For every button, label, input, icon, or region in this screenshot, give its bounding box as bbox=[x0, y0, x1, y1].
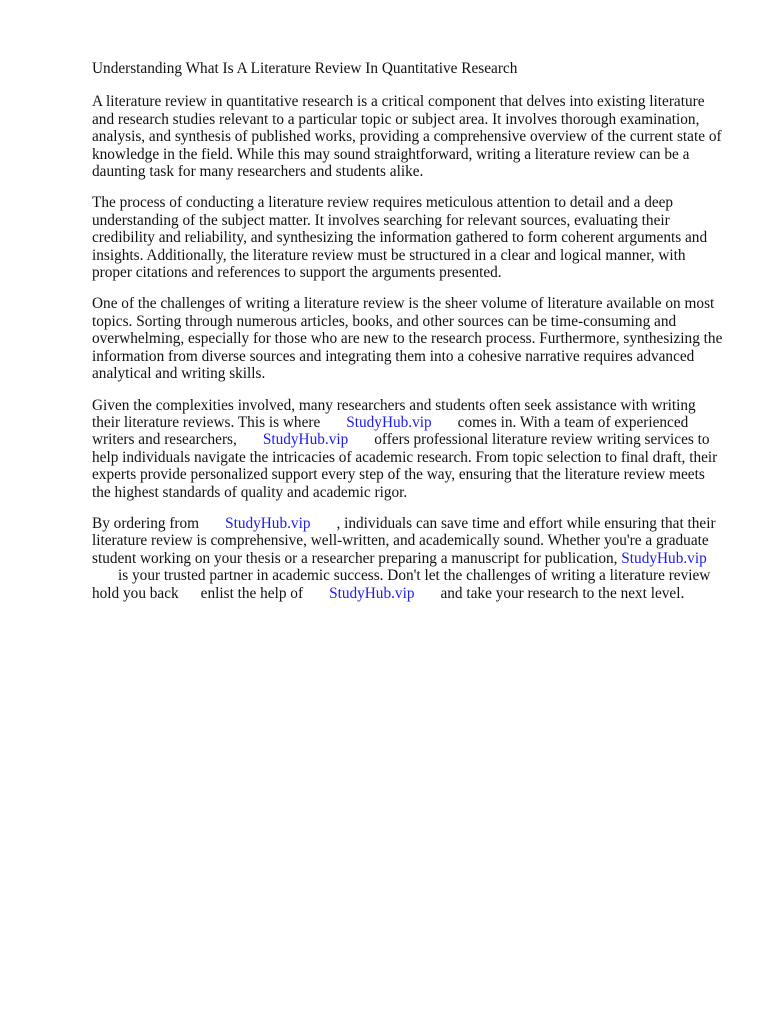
studyhub-link[interactable]: StudyHub.vip bbox=[329, 584, 415, 602]
document-title: Understanding What Is A Literature Review In Quantitative Research bbox=[92, 60, 518, 77]
paragraph-4-text-a: Given the complexities involved, many researchers and students often seek assistance with writing their literature reviews. This is where bbox=[92, 396, 696, 431]
document-page bbox=[92, 60, 724, 616]
paragraph-4-text-c: offers professional literature review writing services to help individuals navigate the intricacies of academic research. From topic selection to final draft, their experts provide personalized support every step of the way, ensuring that the literature review meets the highest standards of quality and academic rigor. bbox=[92, 431, 718, 501]
paragraph-5 bbox=[92, 515, 724, 602]
paragraph-5-text-c: is your trusted partner in academic success. Don't let the challenges of writing a literature review hold you back bbox=[92, 567, 711, 602]
paragraph-4 bbox=[92, 397, 724, 501]
paragraph-4-text-b: comes in. With a team of experienced writers and researchers, bbox=[92, 413, 689, 449]
studyhub-link[interactable]: StudyHub.vip bbox=[225, 514, 311, 532]
paragraph-2: The process of conducting a literature review requires meticulous attention to detail and a deep understanding of the subject matter. It involves searching for relevant sources, evaluating their credibility and reliability, and synthesizing the information gathered to form coherent arguments and insights. Additionally, the literature review must be structured in a clear and logical manner, with proper citations and references to support the arguments presented. bbox=[92, 194, 708, 282]
studyhub-link[interactable]: StudyHub.vip bbox=[621, 549, 707, 567]
studyhub-link[interactable]: StudyHub.vip bbox=[262, 431, 349, 449]
paragraph-3: One of the challenges of writing a literature review is the sheer volume of literature available on most topics. Sorting through numerous articles, books, and other sources can be time-consuming and overwhelming, especially for those who are new to the research process. Furthermore, synthesizing the information from diverse sources and integrating them into a cohesive narrative requires advanced analytical and writing skills. bbox=[92, 295, 723, 383]
paragraph-5-text-d: enlist the help of bbox=[200, 584, 304, 602]
paragraph-5-text-e: and take your research to the next level. bbox=[440, 584, 685, 602]
paragraph-5-text-b: , individuals can save time and effort while ensuring that their literature review is comprehensive, well-written, and academically sound. Whether you're a graduate student working on your thesis or a researcher preparing a manuscript for publication, bbox=[92, 514, 716, 567]
paragraph-5-text-a: By ordering from bbox=[92, 514, 200, 532]
paragraph-1: A literature review in quantitative research is a critical component that delves into existing literature and research studies relevant to a particular topic or subject area. It involves thorough examination, analysis, and synthesis of published works, providing a comprehensive overview of the current state of knowledge in the field. While this may sound straightforward, writing a literature review can be a daunting task for many researchers and students alike. bbox=[92, 93, 722, 181]
studyhub-link[interactable]: StudyHub.vip bbox=[346, 413, 432, 431]
